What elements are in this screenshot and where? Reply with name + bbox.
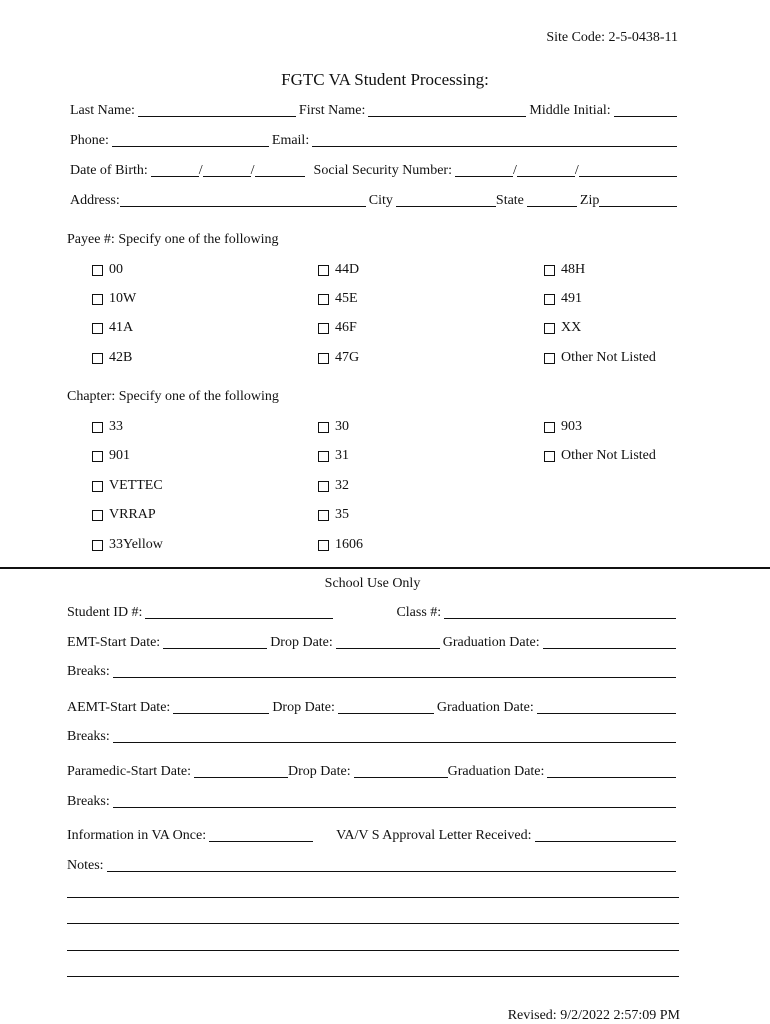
checkbox[interactable] <box>92 540 103 551</box>
dob-label: Date of Birth: <box>70 163 148 178</box>
payee-option-label: 47G <box>335 350 360 365</box>
paramedic-drop-label: Drop Date: <box>288 764 351 779</box>
notes-line[interactable] <box>67 897 679 898</box>
city-field[interactable] <box>396 192 496 207</box>
aemt-start-field[interactable] <box>173 699 269 714</box>
notes-line[interactable] <box>67 923 679 924</box>
checkbox[interactable] <box>318 265 329 276</box>
dob-month-field[interactable] <box>151 162 199 177</box>
chapter-option-label: VETTEC <box>109 478 163 493</box>
emt-breaks-row <box>67 663 679 680</box>
payee-option-label: 491 <box>561 291 582 306</box>
student-id-label: Student ID #: <box>67 605 143 620</box>
school-use-heading: School Use Only <box>324 576 421 591</box>
checkbox[interactable] <box>544 422 555 433</box>
address-label: Address: <box>70 193 120 208</box>
class-number-field[interactable] <box>444 604 676 619</box>
approval-letter-label: VA/V S Approval Letter Received: <box>336 828 532 843</box>
chapter-option[interactable] <box>318 448 349 464</box>
paramedic-drop-field[interactable] <box>354 763 448 778</box>
payee-option-label: 41A <box>109 320 134 335</box>
chapter-option[interactable] <box>318 507 349 523</box>
payee-option[interactable] <box>544 320 581 336</box>
payee-option[interactable] <box>92 350 132 366</box>
emt-breaks-label: Breaks: <box>67 664 110 679</box>
chapter-option[interactable] <box>318 419 349 435</box>
payee-heading: Payee #: Specify one of the following <box>67 232 279 247</box>
checkbox[interactable] <box>318 323 329 334</box>
checkbox[interactable] <box>318 353 329 364</box>
chapter-option[interactable] <box>92 478 163 494</box>
first-name-label: First Name: <box>298 103 366 118</box>
dob-slash-2: / <box>250 163 255 178</box>
notes-row <box>67 857 679 874</box>
payee-option-label: 48H <box>561 262 586 277</box>
emt-graduation-label: Graduation Date: <box>442 635 540 650</box>
city-label: City <box>368 193 393 208</box>
aemt-breaks-field[interactable] <box>113 728 676 743</box>
revised-date: Revised: 9/2/2022 2:57:09 PM <box>507 1008 680 1023</box>
checkbox[interactable] <box>92 451 103 462</box>
paramedic-start-label: Paramedic-Start Date: <box>67 764 192 779</box>
chapter-option-label: 32 <box>335 478 349 493</box>
checkbox[interactable] <box>92 294 103 305</box>
email-label: Email: <box>271 133 310 148</box>
paramedic-graduation-label: Graduation Date: <box>447 764 545 779</box>
payee-option-label: 10W <box>109 291 137 306</box>
student-id-field[interactable] <box>145 604 333 619</box>
last-name-field[interactable] <box>138 102 296 117</box>
zip-field[interactable] <box>599 192 677 207</box>
checkbox[interactable] <box>92 353 103 364</box>
notes-line[interactable] <box>67 976 679 977</box>
payee-option[interactable] <box>92 320 133 336</box>
notes-label: Notes: <box>67 858 104 873</box>
aemt-graduation-field[interactable] <box>537 699 676 714</box>
payee-option[interactable] <box>544 262 585 278</box>
chapter-option-label: 903 <box>561 419 582 434</box>
chapter-option[interactable] <box>92 448 130 464</box>
checkbox[interactable] <box>318 294 329 305</box>
dob-slash-1: / <box>198 163 203 178</box>
site-code: Site Code: 2-5-0438-11 <box>546 30 678 45</box>
chapter-option[interactable] <box>92 537 163 553</box>
payee-option[interactable] <box>92 291 136 307</box>
emt-breaks-field[interactable] <box>113 663 676 678</box>
phone-label: Phone: <box>70 133 109 148</box>
page-title: FGTC VA Student Processing: <box>281 70 489 89</box>
notes-line[interactable] <box>67 950 679 951</box>
payee-option-label: Other Not Listed <box>561 350 656 365</box>
chapter-heading: Chapter: Specify one of the following <box>67 389 279 404</box>
info-in-va-label: Information in VA Once: <box>67 828 207 843</box>
payee-option-label: 44D <box>335 262 360 277</box>
dob-ssn-row <box>70 162 680 179</box>
paramedic-breaks-label: Breaks: <box>67 794 110 809</box>
va-info-row <box>67 827 679 844</box>
notes-field[interactable] <box>107 857 676 872</box>
chapter-option[interactable] <box>92 419 123 435</box>
approval-letter-field[interactable] <box>535 827 676 842</box>
checkbox[interactable] <box>318 510 329 521</box>
chapter-option-label: 1606 <box>335 537 363 552</box>
middle-initial-field[interactable] <box>614 102 677 117</box>
emt-row <box>67 634 679 651</box>
aemt-breaks-label: Breaks: <box>67 729 110 744</box>
paramedic-graduation-field[interactable] <box>547 763 676 778</box>
ssn-label: Social Security Number: <box>313 163 452 178</box>
checkbox[interactable] <box>318 451 329 462</box>
emt-start-field[interactable] <box>163 634 267 649</box>
checkbox[interactable] <box>92 422 103 433</box>
state-field[interactable] <box>527 192 577 207</box>
checkbox[interactable] <box>92 481 103 492</box>
section-divider <box>0 567 770 569</box>
chapter-option[interactable] <box>544 419 582 435</box>
chapter-option-label: 33Yellow <box>109 537 163 552</box>
chapter-option-label: 901 <box>109 448 130 463</box>
info-in-va-field[interactable] <box>209 827 313 842</box>
payee-option[interactable] <box>318 350 359 366</box>
payee-option[interactable] <box>544 350 656 366</box>
class-number-label: Class #: <box>396 605 442 620</box>
aemt-start-label: AEMT-Start Date: <box>67 700 171 715</box>
email-field[interactable] <box>312 132 677 147</box>
zip-label: Zip <box>579 193 600 208</box>
paramedic-breaks-row <box>67 793 679 810</box>
chapter-option[interactable] <box>318 478 349 494</box>
emt-drop-label: Drop Date: <box>270 635 333 650</box>
payee-option[interactable] <box>544 291 582 307</box>
address-field[interactable] <box>120 192 366 207</box>
payee-option-label: XX <box>561 320 582 335</box>
chapter-option[interactable] <box>318 537 363 553</box>
paramedic-breaks-field[interactable] <box>113 793 676 808</box>
last-name-label: Last Name: <box>70 103 135 118</box>
checkbox[interactable] <box>544 294 555 305</box>
middle-initial-label: Middle Initial: <box>529 103 611 118</box>
checkbox[interactable] <box>318 540 329 551</box>
payee-option-label: 46F <box>335 320 357 335</box>
ssn-slash-2: / <box>574 163 579 178</box>
checkbox[interactable] <box>544 265 555 276</box>
checkbox[interactable] <box>544 323 555 334</box>
emt-drop-field[interactable] <box>336 634 440 649</box>
checkbox[interactable] <box>92 510 103 521</box>
ssn-part-2-field[interactable] <box>517 162 575 177</box>
ssn-part-1-field[interactable] <box>455 162 513 177</box>
ssn-part-3-field[interactable] <box>579 162 677 177</box>
chapter-option-label: 33 <box>109 419 123 434</box>
address-row <box>70 192 680 209</box>
chapter-option-label: 31 <box>335 448 349 463</box>
aemt-drop-field[interactable] <box>338 699 434 714</box>
chapter-option-label: 35 <box>335 507 349 522</box>
checkbox[interactable] <box>318 481 329 492</box>
aemt-breaks-row <box>67 728 679 745</box>
chapter-option-label: VRRAP <box>109 507 156 522</box>
aemt-drop-label: Drop Date: <box>272 700 335 715</box>
payee-option[interactable] <box>318 320 357 336</box>
dob-year-field[interactable] <box>255 162 305 177</box>
checkbox[interactable] <box>92 265 103 276</box>
payee-option[interactable] <box>92 262 123 278</box>
chapter-option[interactable] <box>544 448 656 464</box>
contact-row <box>70 132 680 149</box>
payee-option-label: 42B <box>109 350 133 365</box>
emt-start-label: EMT-Start Date: <box>67 635 161 650</box>
checkbox[interactable] <box>318 422 329 433</box>
payee-option[interactable] <box>318 262 359 278</box>
payee-option-label: 45E <box>335 291 358 306</box>
name-row <box>70 102 680 119</box>
chapter-option[interactable] <box>92 507 156 523</box>
aemt-graduation-label: Graduation Date: <box>436 700 534 715</box>
paramedic-start-field[interactable] <box>194 763 288 778</box>
checkbox[interactable] <box>92 323 103 334</box>
emt-graduation-field[interactable] <box>543 634 676 649</box>
phone-field[interactable] <box>112 132 269 147</box>
ssn-slash-1: / <box>512 163 517 178</box>
chapter-option-label: 30 <box>335 419 349 434</box>
payee-option-label: 00 <box>109 262 123 277</box>
student-id-row <box>67 604 679 621</box>
payee-option[interactable] <box>318 291 358 307</box>
checkbox[interactable] <box>544 451 555 462</box>
aemt-row <box>67 699 679 716</box>
dob-day-field[interactable] <box>203 162 251 177</box>
checkbox[interactable] <box>544 353 555 364</box>
state-label: State <box>495 193 524 208</box>
first-name-field[interactable] <box>368 102 526 117</box>
chapter-option-label: Other Not Listed <box>561 448 656 463</box>
paramedic-row <box>67 763 679 780</box>
